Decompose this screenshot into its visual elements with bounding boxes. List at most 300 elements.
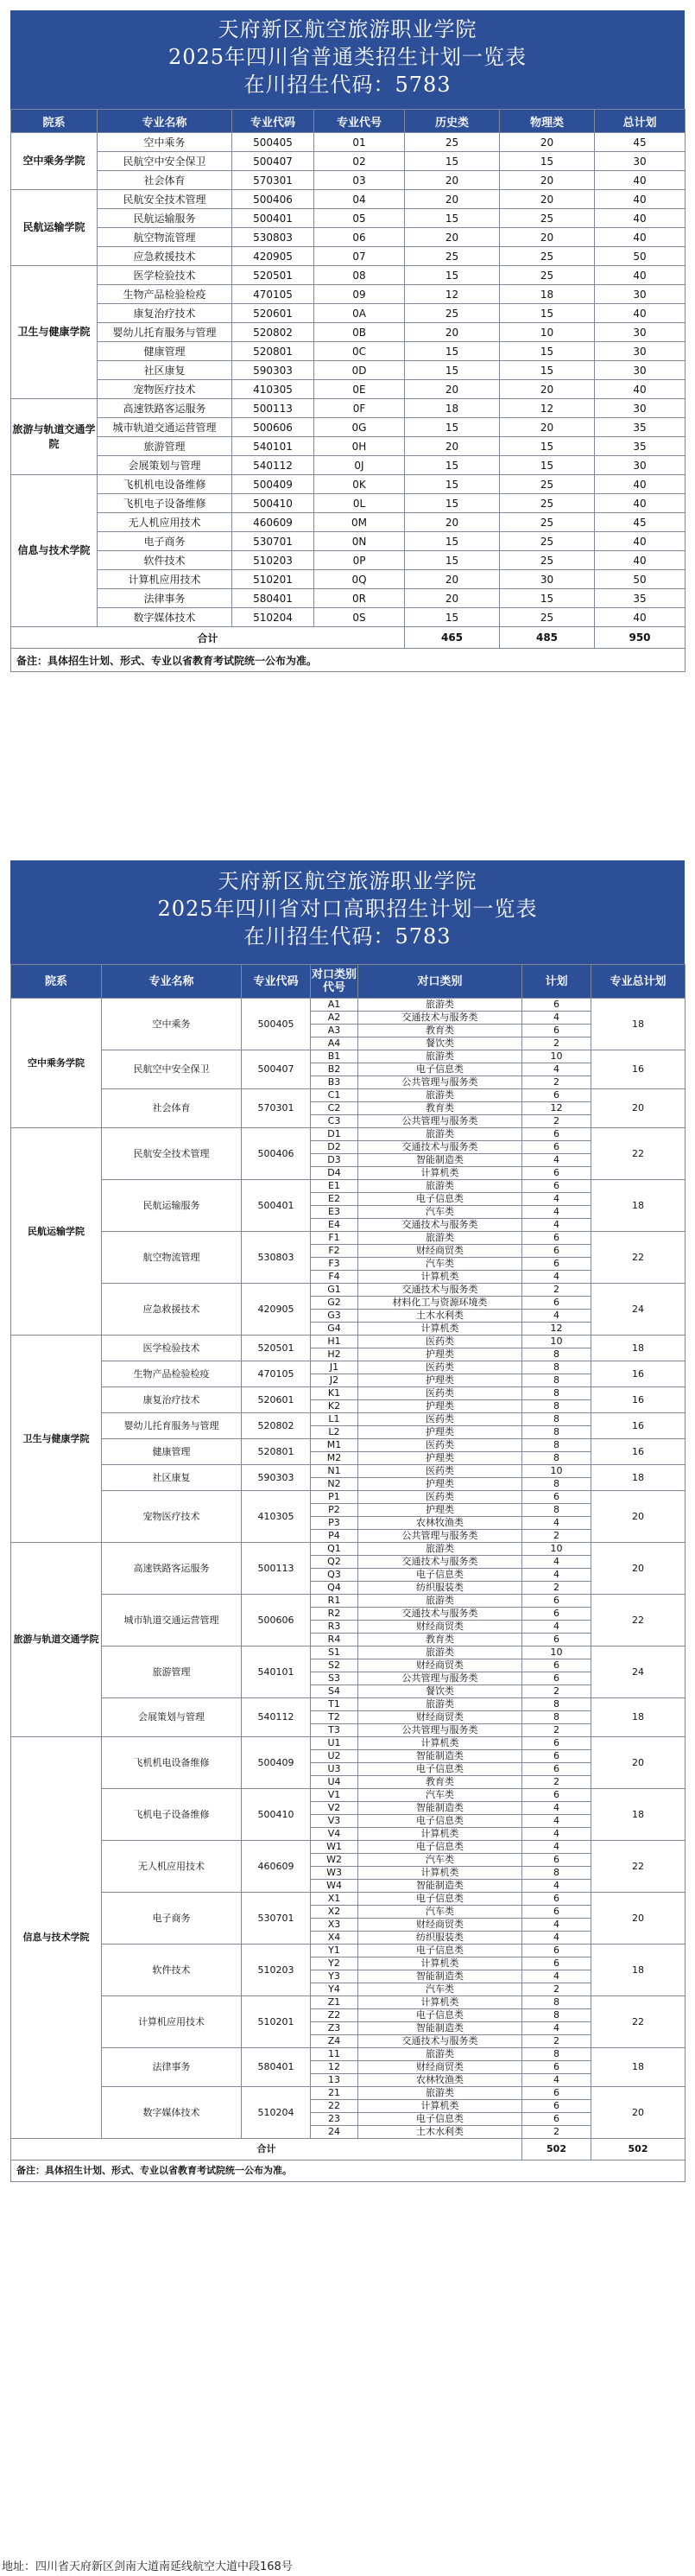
major-name: 航空物流管理 — [102, 1232, 242, 1284]
vheader-plan: 计划 — [522, 965, 591, 999]
total-plan: 45 — [595, 133, 686, 152]
category-name: 材料化工与资源环境类 — [358, 1297, 522, 1310]
table-row — [11, 171, 686, 190]
header-physics: 物理类 — [500, 110, 595, 133]
major-number: 0D — [314, 361, 405, 380]
major-total-plan: 20 — [591, 1089, 686, 1128]
category-plan: 2 — [522, 2126, 591, 2139]
category-name: 汽车类 — [358, 1906, 522, 1919]
history-plan: 20 — [405, 570, 500, 589]
category-code: A1 — [311, 999, 358, 1012]
major-code: 470105 — [232, 285, 314, 304]
table-row — [11, 437, 686, 456]
header-major-code: 专业代码 — [232, 110, 314, 133]
category-code: L1 — [311, 1413, 358, 1426]
major-name: 康复治疗技术 — [102, 1387, 242, 1413]
history-plan: 15 — [405, 475, 500, 494]
category-name: 财经商贸类 — [358, 1919, 522, 1932]
major-code: 500406 — [232, 190, 314, 209]
vocational-total-label: 合计 — [11, 2139, 522, 2160]
category-plan: 8 — [522, 1426, 591, 1439]
category-plan: 4 — [522, 1219, 591, 1232]
category-name: 计算机类 — [358, 1828, 522, 1841]
category-code: S1 — [311, 1646, 358, 1659]
major-total-plan: 18 — [591, 1698, 686, 1737]
category-code: Q1 — [311, 1543, 358, 1556]
major-code: 520501 — [242, 1336, 311, 1361]
category-code: 23 — [311, 2113, 358, 2126]
major-name: 社会体育 — [98, 171, 232, 190]
category-plan: 4 — [522, 1193, 591, 1206]
category-name: 餐饮类 — [358, 1685, 522, 1698]
history-plan: 15 — [405, 494, 500, 513]
category-code: E3 — [311, 1206, 358, 1219]
major-number: 0P — [314, 551, 405, 570]
vheader-college: 院系 — [11, 965, 102, 999]
table-row — [11, 1284, 686, 1297]
category-plan: 2 — [522, 1724, 591, 1737]
major-name: 计算机应用技术 — [102, 1996, 242, 2048]
school-address: 地址：四川省天府新区剑南大道南延线航空大道中段168号 — [2, 2560, 293, 2573]
category-plan: 4 — [522, 1621, 591, 1634]
category-code: H1 — [311, 1336, 358, 1348]
history-plan: 15 — [405, 532, 500, 551]
table-row — [11, 1893, 686, 1906]
category-name: 医药类 — [358, 1336, 522, 1348]
category-code: Y3 — [311, 1970, 358, 1983]
category-plan: 4 — [522, 1841, 591, 1854]
category-plan: 6 — [522, 1789, 591, 1802]
major-number: 0F — [314, 399, 405, 418]
vocational-total-row — [11, 2139, 686, 2160]
major-name: 应急救援技术 — [102, 1284, 242, 1336]
table-row — [11, 285, 686, 304]
table-row — [11, 323, 686, 342]
major-name: 空中乘务 — [102, 999, 242, 1050]
table-row — [11, 1737, 686, 1750]
category-name: 电子信息类 — [358, 1569, 522, 1582]
category-name: 汽车类 — [358, 1206, 522, 1219]
header-major: 专业名称 — [98, 110, 232, 133]
category-name: 汽车类 — [358, 1854, 522, 1867]
category-name: 电子信息类 — [358, 2113, 522, 2126]
category-plan: 2 — [522, 1530, 591, 1543]
total-plan: 40 — [595, 209, 686, 228]
major-name: 电子商务 — [102, 1893, 242, 1945]
major-code: 510201 — [232, 570, 314, 589]
table-row — [11, 1336, 686, 1348]
category-plan: 8 — [522, 1439, 591, 1452]
major-code: 510204 — [242, 2087, 311, 2139]
category-name: 农林牧渔类 — [358, 2074, 522, 2087]
total-plan: 40 — [595, 228, 686, 247]
category-code: R4 — [311, 1634, 358, 1646]
category-code: Y1 — [311, 1945, 358, 1957]
category-name: 交通技术与服务类 — [358, 1012, 522, 1025]
category-plan: 2 — [522, 1582, 591, 1595]
major-code: 500409 — [232, 475, 314, 494]
category-plan: 4 — [522, 2022, 591, 2035]
category-plan: 8 — [522, 1698, 591, 1711]
category-name: 计算机类 — [358, 1323, 522, 1336]
major-code: 510204 — [232, 608, 314, 627]
table-row — [11, 1232, 686, 1245]
category-code: V1 — [311, 1789, 358, 1802]
category-plan: 2 — [522, 1037, 591, 1050]
header-history: 历史类 — [405, 110, 500, 133]
general-admission-sheet — [10, 10, 685, 672]
table-row — [11, 1841, 686, 1854]
category-name: 教育类 — [358, 1776, 522, 1789]
table-row — [11, 1646, 686, 1659]
category-name: 财经商贸类 — [358, 1245, 522, 1258]
general-total-label: 合计 — [11, 627, 405, 649]
major-code: 420905 — [232, 247, 314, 266]
category-code: D3 — [311, 1154, 358, 1167]
major-code: 520601 — [232, 304, 314, 323]
general-title-school: 天府新区航空旅游职业学院 — [218, 17, 477, 41]
category-name: 公共管理与服务类 — [358, 1724, 522, 1737]
college-name: 信息与技术学院 — [11, 475, 98, 627]
category-plan: 4 — [522, 1063, 591, 1076]
major-name: 民航运输服务 — [102, 1180, 242, 1232]
major-number: 01 — [314, 133, 405, 152]
category-name: 交通技术与服务类 — [358, 2035, 522, 2048]
major-number: 04 — [314, 190, 405, 209]
major-name: 法律事务 — [98, 589, 232, 608]
category-plan: 8 — [522, 1400, 591, 1413]
table-row — [11, 1595, 686, 1608]
total-plan: 40 — [595, 190, 686, 209]
category-plan: 8 — [522, 1504, 591, 1517]
major-code: 500410 — [242, 1789, 311, 1841]
vocational-header-row — [11, 965, 686, 999]
major-number: 07 — [314, 247, 405, 266]
physics-plan: 15 — [500, 361, 595, 380]
category-plan: 6 — [522, 2100, 591, 2113]
major-code: 510203 — [232, 551, 314, 570]
table-row — [11, 570, 686, 589]
category-name: 电子信息类 — [358, 1893, 522, 1906]
category-plan: 6 — [522, 1025, 591, 1037]
category-name: 医药类 — [358, 1413, 522, 1426]
category-name: 纺织服装类 — [358, 1932, 522, 1945]
category-code: E4 — [311, 1219, 358, 1232]
major-total-plan: 16 — [591, 1361, 686, 1387]
category-plan: 6 — [522, 1672, 591, 1685]
category-code: Q4 — [311, 1582, 358, 1595]
category-name: 旅游类 — [358, 2087, 522, 2100]
category-code: R1 — [311, 1595, 358, 1608]
table-row — [11, 152, 686, 171]
category-name: 智能制造类 — [358, 2022, 522, 2035]
category-name: 交通技术与服务类 — [358, 1141, 522, 1154]
category-code: Z4 — [311, 2035, 358, 2048]
table-row — [11, 1789, 686, 1802]
major-total-plan: 24 — [591, 1284, 686, 1336]
category-name: 财经商贸类 — [358, 2061, 522, 2074]
table-row — [11, 209, 686, 228]
total-plan: 35 — [595, 437, 686, 456]
vocational-total-plan: 502 — [522, 2139, 591, 2160]
physics-plan: 25 — [500, 608, 595, 627]
category-code: F3 — [311, 1258, 358, 1271]
major-code: 410305 — [242, 1491, 311, 1543]
category-name: 电子信息类 — [358, 1763, 522, 1776]
general-note: 备注：具体招生计划、形式、专业以省教育考试院统一公布为准。 — [11, 649, 686, 672]
category-plan: 8 — [522, 1387, 591, 1400]
category-code: M2 — [311, 1452, 358, 1465]
major-code: 510203 — [242, 1945, 311, 1996]
major-total-plan: 18 — [591, 1465, 686, 1491]
major-code: 580401 — [242, 2048, 311, 2087]
category-code: S2 — [311, 1659, 358, 1672]
category-plan: 2 — [522, 1685, 591, 1698]
table-row — [11, 380, 686, 399]
major-code: 500401 — [242, 1180, 311, 1232]
major-total-plan: 20 — [591, 2087, 686, 2139]
major-total-plan: 20 — [591, 1491, 686, 1543]
physics-plan: 15 — [500, 589, 595, 608]
major-number: 0C — [314, 342, 405, 361]
category-plan: 6 — [522, 1180, 591, 1193]
category-name: 公共管理与服务类 — [358, 1530, 522, 1543]
major-total-plan: 24 — [591, 1646, 686, 1698]
major-name: 会展策划与管理 — [102, 1698, 242, 1737]
category-code: P4 — [311, 1530, 358, 1543]
category-code: W1 — [311, 1841, 358, 1854]
major-name: 社区康复 — [102, 1465, 242, 1491]
major-total-plan: 16 — [591, 1050, 686, 1089]
table-row — [11, 399, 686, 418]
major-number: 05 — [314, 209, 405, 228]
college-name: 民航运输学院 — [11, 190, 98, 266]
physics-plan: 15 — [500, 342, 595, 361]
category-plan: 12 — [522, 1323, 591, 1336]
category-code: D4 — [311, 1167, 358, 1180]
category-code: V2 — [311, 1802, 358, 1815]
category-name: 旅游类 — [358, 1646, 522, 1659]
major-name: 无人机应用技术 — [102, 1841, 242, 1893]
college-name: 卫生与健康学院 — [11, 266, 98, 399]
major-number: 08 — [314, 266, 405, 285]
total-plan: 30 — [595, 323, 686, 342]
category-plan: 8 — [522, 1361, 591, 1374]
major-total-plan: 16 — [591, 1413, 686, 1439]
vocational-title-code: 在川招生代码：5783 — [243, 924, 452, 949]
major-name: 法律事务 — [102, 2048, 242, 2087]
major-total-plan: 20 — [591, 1893, 686, 1945]
major-code: 420905 — [242, 1284, 311, 1336]
category-plan: 4 — [522, 1556, 591, 1569]
category-name: 智能制造类 — [358, 1750, 522, 1763]
category-code: D2 — [311, 1141, 358, 1154]
category-plan: 2 — [522, 1284, 591, 1297]
table-row — [11, 494, 686, 513]
general-plan-table — [10, 109, 686, 672]
category-name: 汽车类 — [358, 1258, 522, 1271]
major-number: 0H — [314, 437, 405, 456]
vocational-note: 备注：具体招生计划、形式、专业以省教育考试院统一公布为准。 — [11, 2160, 686, 2182]
vocational-title-block — [10, 860, 685, 964]
total-plan: 40 — [595, 380, 686, 399]
category-code: Z3 — [311, 2022, 358, 2035]
history-plan: 18 — [405, 399, 500, 418]
major-number: 0B — [314, 323, 405, 342]
category-code: Q3 — [311, 1569, 358, 1582]
total-plan: 50 — [595, 570, 686, 589]
history-plan: 20 — [405, 323, 500, 342]
major-code: 570301 — [242, 1089, 311, 1128]
table-row — [11, 304, 686, 323]
major-code: 520601 — [242, 1387, 311, 1413]
category-code: X1 — [311, 1893, 358, 1906]
category-plan: 4 — [522, 1932, 591, 1945]
total-plan: 30 — [595, 399, 686, 418]
category-plan: 8 — [522, 1348, 591, 1361]
vocational-plan-table — [10, 964, 686, 2182]
total-plan: 40 — [595, 494, 686, 513]
category-plan: 12 — [522, 1102, 591, 1115]
major-number: 0Q — [314, 570, 405, 589]
category-plan: 4 — [522, 2074, 591, 2087]
category-code: K1 — [311, 1387, 358, 1400]
major-code: 520801 — [232, 342, 314, 361]
category-name: 医药类 — [358, 1387, 522, 1400]
vocational-title-plan: 2025年四川省对口高职招生计划一览表 — [157, 897, 538, 921]
category-name: 计算机类 — [358, 1957, 522, 1970]
category-name: 财经商贸类 — [358, 1711, 522, 1724]
category-name: 护理类 — [358, 1348, 522, 1361]
category-code: W3 — [311, 1867, 358, 1880]
major-name: 电子商务 — [98, 532, 232, 551]
category-plan: 2 — [522, 1076, 591, 1089]
major-number: 09 — [314, 285, 405, 304]
table-row — [11, 418, 686, 437]
category-plan: 6 — [522, 1258, 591, 1271]
category-name: 计算机类 — [358, 1167, 522, 1180]
major-total-plan: 20 — [591, 1543, 686, 1595]
vheader-category: 对口类别 — [358, 965, 522, 999]
physics-plan: 15 — [500, 437, 595, 456]
category-name: 财经商贸类 — [358, 1621, 522, 1634]
major-total-plan: 22 — [591, 1232, 686, 1284]
category-plan: 6 — [522, 1763, 591, 1776]
category-code: N2 — [311, 1478, 358, 1491]
category-code: X2 — [311, 1906, 358, 1919]
category-code: Z2 — [311, 2009, 358, 2022]
major-name: 旅游管理 — [102, 1646, 242, 1698]
category-plan: 4 — [522, 1206, 591, 1219]
category-code: C3 — [311, 1115, 358, 1128]
table-row — [11, 513, 686, 532]
table-row — [11, 999, 686, 1012]
category-plan: 2 — [522, 1115, 591, 1128]
category-name: 餐饮类 — [358, 1037, 522, 1050]
major-name: 社会体育 — [102, 1089, 242, 1128]
major-name: 软件技术 — [102, 1945, 242, 1996]
major-name: 民航安全技术管理 — [98, 190, 232, 209]
category-code: A3 — [311, 1025, 358, 1037]
category-code: Y4 — [311, 1983, 358, 1996]
major-total-plan: 20 — [591, 1737, 686, 1789]
major-code: 540101 — [232, 437, 314, 456]
category-plan: 6 — [522, 1737, 591, 1750]
major-number: 0N — [314, 532, 405, 551]
major-code: 500113 — [232, 399, 314, 418]
category-plan: 10 — [522, 1465, 591, 1478]
category-code: 11 — [311, 2048, 358, 2061]
category-plan: 8 — [522, 1452, 591, 1465]
category-code: W2 — [311, 1854, 358, 1867]
category-plan: 6 — [522, 1634, 591, 1646]
major-name: 飞机电子设备维修 — [98, 494, 232, 513]
history-plan: 15 — [405, 266, 500, 285]
major-name: 民航空中安全保卫 — [98, 152, 232, 171]
major-code: 500407 — [232, 152, 314, 171]
vocational-admission-sheet — [10, 860, 685, 2182]
major-name: 民航运输服务 — [98, 209, 232, 228]
category-plan: 6 — [522, 2113, 591, 2126]
category-name: 旅游类 — [358, 1543, 522, 1556]
major-total-plan: 18 — [591, 1180, 686, 1232]
major-number: 0L — [314, 494, 405, 513]
category-name: 公共管理与服务类 — [358, 1115, 522, 1128]
major-code: 500401 — [232, 209, 314, 228]
category-plan: 6 — [522, 1245, 591, 1258]
table-row — [11, 190, 686, 209]
category-name: 旅游类 — [358, 1698, 522, 1711]
category-code: G1 — [311, 1284, 358, 1297]
category-code: F1 — [311, 1232, 358, 1245]
category-name: 纺织服装类 — [358, 1582, 522, 1595]
major-number: 02 — [314, 152, 405, 171]
history-plan: 20 — [405, 589, 500, 608]
table-row — [11, 456, 686, 475]
physics-plan: 25 — [500, 247, 595, 266]
category-name: 计算机类 — [358, 2100, 522, 2113]
college-name: 民航运输学院 — [11, 1128, 102, 1336]
total-plan: 40 — [595, 266, 686, 285]
total-plan: 40 — [595, 532, 686, 551]
category-code: U4 — [311, 1776, 358, 1789]
major-name: 生物产品检验检疫 — [102, 1361, 242, 1387]
college-name: 空中乘务学院 — [11, 999, 102, 1128]
category-name: 教育类 — [358, 1102, 522, 1115]
category-plan: 6 — [522, 1141, 591, 1154]
category-name: 电子信息类 — [358, 2009, 522, 2022]
category-name: 电子信息类 — [358, 1945, 522, 1957]
category-code: H2 — [311, 1348, 358, 1361]
category-name: 旅游类 — [358, 999, 522, 1012]
major-code: 500410 — [232, 494, 314, 513]
major-code: 540112 — [232, 456, 314, 475]
category-code: 22 — [311, 2100, 358, 2113]
history-plan: 12 — [405, 285, 500, 304]
category-name: 交通技术与服务类 — [358, 1284, 522, 1297]
history-plan: 15 — [405, 209, 500, 228]
category-code: E2 — [311, 1193, 358, 1206]
header-total: 总计划 — [595, 110, 686, 133]
table-row — [11, 1543, 686, 1556]
header-major-number: 专业代号 — [314, 110, 405, 133]
category-plan: 6 — [522, 1957, 591, 1970]
general-total-physics: 485 — [500, 627, 595, 649]
major-code: 590303 — [242, 1465, 311, 1491]
major-name: 健康管理 — [102, 1439, 242, 1465]
major-name: 会展策划与管理 — [98, 456, 232, 475]
history-plan: 20 — [405, 190, 500, 209]
